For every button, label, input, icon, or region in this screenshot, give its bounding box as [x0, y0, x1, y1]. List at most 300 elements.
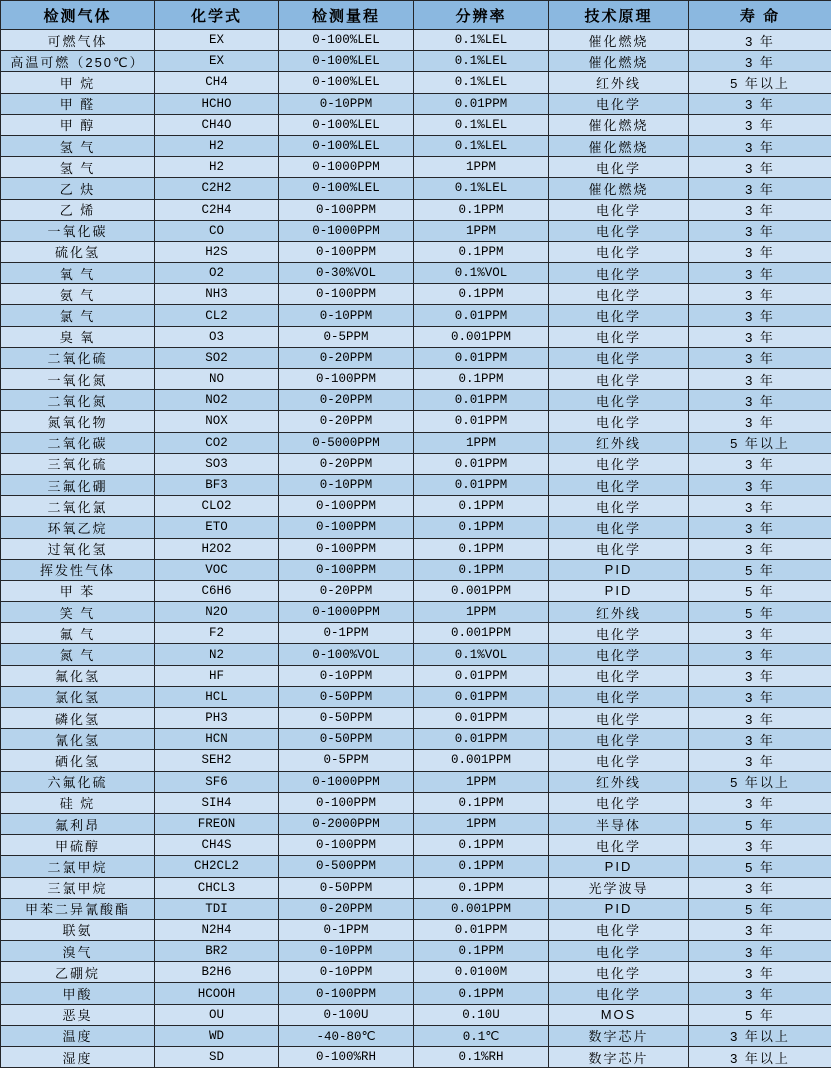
cell-resolution: 1PPM — [414, 602, 549, 623]
cell-gas: 氯 气 — [1, 305, 155, 326]
cell-resolution: 0.01PPM — [414, 390, 549, 411]
cell-resolution: 0.1PPM — [414, 941, 549, 962]
cell-formula: N2 — [155, 644, 279, 665]
cell-formula: HCOOH — [155, 983, 279, 1004]
cell-principle: PID — [549, 856, 689, 877]
cell-lifespan: 3 年 — [689, 983, 831, 1004]
cell-range: 0-100PPM — [279, 792, 414, 813]
table-row — [1, 390, 831, 411]
cell-formula: B2H6 — [155, 962, 279, 983]
table-row — [1, 1047, 831, 1068]
table-header-row — [1, 1, 831, 30]
cell-gas: 过氧化氢 — [1, 538, 155, 559]
cell-range: 0-50PPM — [279, 729, 414, 750]
table-row — [1, 347, 831, 368]
table-row — [1, 538, 831, 559]
cell-formula: HCL — [155, 686, 279, 707]
cell-range: 0-20PPM — [279, 580, 414, 601]
cell-principle: 电化学 — [549, 263, 689, 284]
cell-resolution: 0.1PPM — [414, 835, 549, 856]
table-row — [1, 771, 831, 792]
cell-resolution: 0.001PPM — [414, 750, 549, 771]
table-row — [1, 898, 831, 919]
cell-lifespan: 5 年以上 — [689, 771, 831, 792]
cell-lifespan: 5 年 — [689, 580, 831, 601]
cell-gas: 溴气 — [1, 941, 155, 962]
cell-range: 0-20PPM — [279, 390, 414, 411]
cell-principle: 电化学 — [549, 623, 689, 644]
cell-gas: 氨 气 — [1, 284, 155, 305]
cell-resolution: 0.1PPM — [414, 877, 549, 898]
cell-principle: PID — [549, 559, 689, 580]
cell-range: 0-5PPM — [279, 326, 414, 347]
table-row — [1, 559, 831, 580]
cell-lifespan: 3 年 — [689, 51, 831, 72]
cell-range: 0-100PPM — [279, 538, 414, 559]
cell-lifespan: 3 年 — [689, 686, 831, 707]
cell-gas: 氯化氢 — [1, 686, 155, 707]
table-row — [1, 263, 831, 284]
cell-formula: SO2 — [155, 347, 279, 368]
cell-resolution: 0.01PPM — [414, 93, 549, 114]
cell-principle: 电化学 — [549, 453, 689, 474]
cell-resolution: 0.01PPM — [414, 729, 549, 750]
column-header-range: 检测量程 — [279, 1, 414, 30]
cell-lifespan: 3 年 — [689, 708, 831, 729]
cell-range: 0-100%LEL — [279, 72, 414, 93]
cell-lifespan: 3 年 — [689, 517, 831, 538]
cell-range: 0-50PPM — [279, 686, 414, 707]
cell-range: 0-2000PPM — [279, 813, 414, 834]
cell-formula: C6H6 — [155, 580, 279, 601]
cell-lifespan: 3 年 — [689, 284, 831, 305]
cell-gas: 硒化氢 — [1, 750, 155, 771]
cell-range: 0-100%LEL — [279, 135, 414, 156]
cell-principle: 电化学 — [549, 835, 689, 856]
cell-resolution: 0.1PPM — [414, 241, 549, 262]
cell-gas: 甲苯二异氰酸酯 — [1, 898, 155, 919]
cell-lifespan: 3 年 — [689, 135, 831, 156]
cell-range: 0-100PPM — [279, 983, 414, 1004]
cell-principle: 电化学 — [549, 496, 689, 517]
cell-principle: 催化燃烧 — [549, 178, 689, 199]
cell-lifespan: 3 年 — [689, 877, 831, 898]
table-row — [1, 941, 831, 962]
table-row — [1, 877, 831, 898]
cell-gas: 甲 烷 — [1, 72, 155, 93]
cell-range: 0-1000PPM — [279, 157, 414, 178]
cell-principle: MOS — [549, 1004, 689, 1025]
cell-resolution: 0.001PPM — [414, 326, 549, 347]
table-row — [1, 305, 831, 326]
cell-gas: 氧 气 — [1, 263, 155, 284]
cell-lifespan: 3 年 — [689, 750, 831, 771]
cell-formula: CH4S — [155, 835, 279, 856]
cell-principle: PID — [549, 580, 689, 601]
cell-gas: 甲 苯 — [1, 580, 155, 601]
cell-lifespan: 5 年以上 — [689, 72, 831, 93]
cell-lifespan: 3 年 — [689, 93, 831, 114]
cell-range: 0-10PPM — [279, 474, 414, 495]
table-row — [1, 369, 831, 390]
cell-range: 0-100%LEL — [279, 51, 414, 72]
cell-formula: N2O — [155, 602, 279, 623]
cell-lifespan: 3 年 — [689, 792, 831, 813]
cell-formula: H2 — [155, 157, 279, 178]
cell-resolution: 0.001PPM — [414, 580, 549, 601]
cell-gas: 二氯甲烷 — [1, 856, 155, 877]
cell-gas: 甲硫醇 — [1, 835, 155, 856]
cell-lifespan: 3 年 — [689, 178, 831, 199]
cell-resolution: 0.1%LEL — [414, 30, 549, 51]
cell-range: 0-50PPM — [279, 708, 414, 729]
cell-lifespan: 3 年 — [689, 474, 831, 495]
cell-range: 0-10PPM — [279, 962, 414, 983]
table-row — [1, 1004, 831, 1025]
cell-lifespan: 3 年 — [689, 665, 831, 686]
cell-gas: 环氧乙烷 — [1, 517, 155, 538]
cell-principle: 电化学 — [549, 220, 689, 241]
cell-formula: VOC — [155, 559, 279, 580]
cell-range: 0-1PPM — [279, 623, 414, 644]
cell-formula: SEH2 — [155, 750, 279, 771]
cell-lifespan: 3 年 — [689, 962, 831, 983]
cell-resolution: 1PPM — [414, 813, 549, 834]
table-row — [1, 432, 831, 453]
cell-principle: 电化学 — [549, 729, 689, 750]
cell-resolution: 0.1PPM — [414, 496, 549, 517]
cell-range: 0-5PPM — [279, 750, 414, 771]
cell-lifespan: 3 年 — [689, 263, 831, 284]
table-row — [1, 517, 831, 538]
cell-principle: 电化学 — [549, 326, 689, 347]
cell-principle: 电化学 — [549, 792, 689, 813]
cell-gas: 乙 烯 — [1, 199, 155, 220]
cell-range: 0-100%RH — [279, 1047, 414, 1068]
cell-resolution: 0.01PPM — [414, 708, 549, 729]
cell-lifespan: 3 年 — [689, 453, 831, 474]
table-row — [1, 93, 831, 114]
cell-gas: 三氟化硼 — [1, 474, 155, 495]
cell-range: 0-100PPM — [279, 241, 414, 262]
table-row — [1, 623, 831, 644]
cell-formula: SD — [155, 1047, 279, 1068]
cell-range: 0-30%VOL — [279, 263, 414, 284]
cell-lifespan: 5 年 — [689, 559, 831, 580]
cell-range: 0-100PPM — [279, 559, 414, 580]
cell-formula: C2H2 — [155, 178, 279, 199]
cell-gas: 六氟化硫 — [1, 771, 155, 792]
table-row — [1, 835, 831, 856]
cell-principle: 电化学 — [549, 538, 689, 559]
cell-lifespan: 3 年 — [689, 390, 831, 411]
cell-range: 0-500PPM — [279, 856, 414, 877]
cell-formula: CH4 — [155, 72, 279, 93]
cell-lifespan: 3 年 — [689, 623, 831, 644]
cell-formula: CO — [155, 220, 279, 241]
cell-formula: F2 — [155, 623, 279, 644]
cell-lifespan: 5 年 — [689, 602, 831, 623]
cell-range: 0-100PPM — [279, 496, 414, 517]
cell-principle: 电化学 — [549, 284, 689, 305]
cell-lifespan: 3 年 — [689, 835, 831, 856]
cell-resolution: 0.1%LEL — [414, 178, 549, 199]
cell-principle: 电化学 — [549, 750, 689, 771]
cell-formula: CL2 — [155, 305, 279, 326]
cell-formula: O2 — [155, 263, 279, 284]
cell-principle: 数字芯片 — [549, 1025, 689, 1046]
cell-gas: 磷化氢 — [1, 708, 155, 729]
cell-resolution: 0.001PPM — [414, 898, 549, 919]
cell-gas: 三氯甲烷 — [1, 877, 155, 898]
cell-resolution: 0.1PPM — [414, 517, 549, 538]
cell-formula: ETO — [155, 517, 279, 538]
cell-principle: 电化学 — [549, 517, 689, 538]
cell-gas: 可燃气体 — [1, 30, 155, 51]
table-row — [1, 220, 831, 241]
cell-gas: 温度 — [1, 1025, 155, 1046]
cell-gas: 二氧化硫 — [1, 347, 155, 368]
cell-formula: WD — [155, 1025, 279, 1046]
cell-principle: 电化学 — [549, 241, 689, 262]
cell-resolution: 0.01PPM — [414, 474, 549, 495]
cell-lifespan: 3 年 — [689, 326, 831, 347]
cell-range: 0-1000PPM — [279, 602, 414, 623]
cell-gas: 乙 炔 — [1, 178, 155, 199]
table-row — [1, 284, 831, 305]
cell-resolution: 1PPM — [414, 771, 549, 792]
cell-formula: PH3 — [155, 708, 279, 729]
cell-resolution: 0.1%LEL — [414, 51, 549, 72]
cell-principle: 电化学 — [549, 686, 689, 707]
cell-resolution: 0.001PPM — [414, 623, 549, 644]
cell-formula: EX — [155, 30, 279, 51]
cell-range: 0-100%LEL — [279, 178, 414, 199]
cell-lifespan: 5 年以上 — [689, 432, 831, 453]
cell-principle: 催化燃烧 — [549, 135, 689, 156]
cell-formula: HCN — [155, 729, 279, 750]
cell-gas: 氰化氢 — [1, 729, 155, 750]
cell-formula: CHCL3 — [155, 877, 279, 898]
cell-range: 0-100PPM — [279, 517, 414, 538]
cell-range: 0-50PPM — [279, 877, 414, 898]
cell-principle: PID — [549, 898, 689, 919]
column-header-principle: 技术原理 — [549, 1, 689, 30]
cell-principle: 电化学 — [549, 919, 689, 940]
table-row — [1, 580, 831, 601]
cell-range: 0-100PPM — [279, 835, 414, 856]
table-row — [1, 135, 831, 156]
column-header-gas: 检测气体 — [1, 1, 155, 30]
table-row — [1, 602, 831, 623]
cell-formula: BR2 — [155, 941, 279, 962]
cell-lifespan: 5 年 — [689, 856, 831, 877]
table-row — [1, 1025, 831, 1046]
cell-lifespan: 3 年 — [689, 347, 831, 368]
cell-lifespan: 3 年 — [689, 305, 831, 326]
cell-formula: SF6 — [155, 771, 279, 792]
cell-principle: 电化学 — [549, 411, 689, 432]
column-header-lifespan: 寿 命 — [689, 1, 831, 30]
cell-lifespan: 3 年 — [689, 241, 831, 262]
cell-range: 0-10PPM — [279, 941, 414, 962]
cell-gas: 甲 醛 — [1, 93, 155, 114]
cell-range: 0-100PPM — [279, 284, 414, 305]
table-row — [1, 496, 831, 517]
cell-principle: 红外线 — [549, 432, 689, 453]
cell-gas: 氟利昂 — [1, 813, 155, 834]
table-row — [1, 157, 831, 178]
cell-range: 0-20PPM — [279, 411, 414, 432]
cell-formula: NOX — [155, 411, 279, 432]
cell-gas: 湿度 — [1, 1047, 155, 1068]
cell-lifespan: 3 年 — [689, 644, 831, 665]
cell-gas: 硫化氢 — [1, 241, 155, 262]
cell-gas: 乙硼烷 — [1, 962, 155, 983]
cell-principle: 电化学 — [549, 157, 689, 178]
cell-gas: 甲 醇 — [1, 114, 155, 135]
cell-principle: 红外线 — [549, 72, 689, 93]
cell-range: 0-10PPM — [279, 665, 414, 686]
table-row — [1, 241, 831, 262]
cell-principle: 电化学 — [549, 941, 689, 962]
cell-gas: 甲酸 — [1, 983, 155, 1004]
cell-principle: 电化学 — [549, 93, 689, 114]
cell-principle: 光学波导 — [549, 877, 689, 898]
cell-lifespan: 5 年 — [689, 813, 831, 834]
table-row — [1, 411, 831, 432]
cell-gas: 二氧化氯 — [1, 496, 155, 517]
cell-gas: 氮氧化物 — [1, 411, 155, 432]
cell-lifespan: 5 年 — [689, 1004, 831, 1025]
cell-formula: TDI — [155, 898, 279, 919]
cell-resolution: 0.1PPM — [414, 983, 549, 1004]
cell-gas: 硅 烷 — [1, 792, 155, 813]
cell-range: 0-1PPM — [279, 919, 414, 940]
cell-lifespan: 3 年 — [689, 941, 831, 962]
cell-resolution: 1PPM — [414, 220, 549, 241]
cell-range: 0-20PPM — [279, 347, 414, 368]
cell-resolution: 0.01PPM — [414, 305, 549, 326]
cell-principle: 电化学 — [549, 665, 689, 686]
table-row — [1, 30, 831, 51]
cell-resolution: 0.1℃ — [414, 1025, 549, 1046]
cell-range: 0-10PPM — [279, 93, 414, 114]
cell-resolution: 0.1%VOL — [414, 263, 549, 284]
cell-resolution: 0.1PPM — [414, 538, 549, 559]
cell-lifespan: 3 年 — [689, 919, 831, 940]
cell-formula: HCHO — [155, 93, 279, 114]
table-row — [1, 856, 831, 877]
cell-resolution: 0.1%LEL — [414, 135, 549, 156]
table-row — [1, 199, 831, 220]
cell-resolution: 0.1PPM — [414, 559, 549, 580]
cell-lifespan: 3 年 — [689, 369, 831, 390]
cell-lifespan: 3 年以上 — [689, 1047, 831, 1068]
cell-gas: 二氧化氮 — [1, 390, 155, 411]
cell-gas: 笑 气 — [1, 602, 155, 623]
cell-gas: 氢 气 — [1, 157, 155, 178]
cell-formula: C2H4 — [155, 199, 279, 220]
cell-resolution: 0.1%VOL — [414, 644, 549, 665]
cell-formula: NO — [155, 369, 279, 390]
table-row — [1, 792, 831, 813]
cell-lifespan: 3 年 — [689, 114, 831, 135]
cell-lifespan: 3 年 — [689, 496, 831, 517]
cell-range: -40-80℃ — [279, 1025, 414, 1046]
cell-resolution: 0.01PPM — [414, 453, 549, 474]
cell-range: 0-100U — [279, 1004, 414, 1025]
cell-range: 0-100%LEL — [279, 114, 414, 135]
cell-principle: 电化学 — [549, 369, 689, 390]
table-row — [1, 72, 831, 93]
cell-formula: H2S — [155, 241, 279, 262]
cell-resolution: 1PPM — [414, 432, 549, 453]
table-row — [1, 326, 831, 347]
cell-lifespan: 5 年 — [689, 898, 831, 919]
cell-principle: 催化燃烧 — [549, 30, 689, 51]
cell-gas: 挥发性气体 — [1, 559, 155, 580]
cell-principle: 电化学 — [549, 644, 689, 665]
table-row — [1, 114, 831, 135]
cell-range: 0-100PPM — [279, 199, 414, 220]
cell-principle: 电化学 — [549, 199, 689, 220]
cell-resolution: 0.1PPM — [414, 284, 549, 305]
cell-resolution: 0.01PPM — [414, 665, 549, 686]
cell-formula: SIH4 — [155, 792, 279, 813]
cell-resolution: 0.01PPM — [414, 411, 549, 432]
cell-formula: CO2 — [155, 432, 279, 453]
cell-principle: 催化燃烧 — [549, 51, 689, 72]
cell-gas: 氮 气 — [1, 644, 155, 665]
cell-formula: H2 — [155, 135, 279, 156]
cell-resolution: 0.1%LEL — [414, 72, 549, 93]
cell-principle: 数字芯片 — [549, 1047, 689, 1068]
cell-formula: NH3 — [155, 284, 279, 305]
cell-formula: SO3 — [155, 453, 279, 474]
cell-range: 0-10PPM — [279, 305, 414, 326]
table-row — [1, 919, 831, 940]
cell-principle: 半导体 — [549, 813, 689, 834]
cell-gas: 氢 气 — [1, 135, 155, 156]
cell-formula: N2H4 — [155, 919, 279, 940]
table-row — [1, 51, 831, 72]
table-row — [1, 750, 831, 771]
cell-formula: OU — [155, 1004, 279, 1025]
cell-gas: 恶臭 — [1, 1004, 155, 1025]
cell-resolution: 0.1PPM — [414, 856, 549, 877]
cell-principle: 电化学 — [549, 305, 689, 326]
cell-lifespan: 3 年 — [689, 157, 831, 178]
cell-gas: 臭 氧 — [1, 326, 155, 347]
table-body — [1, 30, 831, 1068]
cell-formula: EX — [155, 51, 279, 72]
cell-formula: O3 — [155, 326, 279, 347]
cell-lifespan: 3 年 — [689, 538, 831, 559]
cell-principle: 催化燃烧 — [549, 114, 689, 135]
cell-range: 0-1000PPM — [279, 771, 414, 792]
table-row — [1, 686, 831, 707]
cell-lifespan: 3 年 — [689, 729, 831, 750]
cell-gas: 氟 气 — [1, 623, 155, 644]
table-row — [1, 983, 831, 1004]
cell-range: 0-20PPM — [279, 453, 414, 474]
cell-resolution: 0.01PPM — [414, 347, 549, 368]
cell-lifespan: 3 年 — [689, 220, 831, 241]
cell-gas: 一氧化氮 — [1, 369, 155, 390]
cell-formula: CH4O — [155, 114, 279, 135]
cell-range: 0-100%LEL — [279, 30, 414, 51]
